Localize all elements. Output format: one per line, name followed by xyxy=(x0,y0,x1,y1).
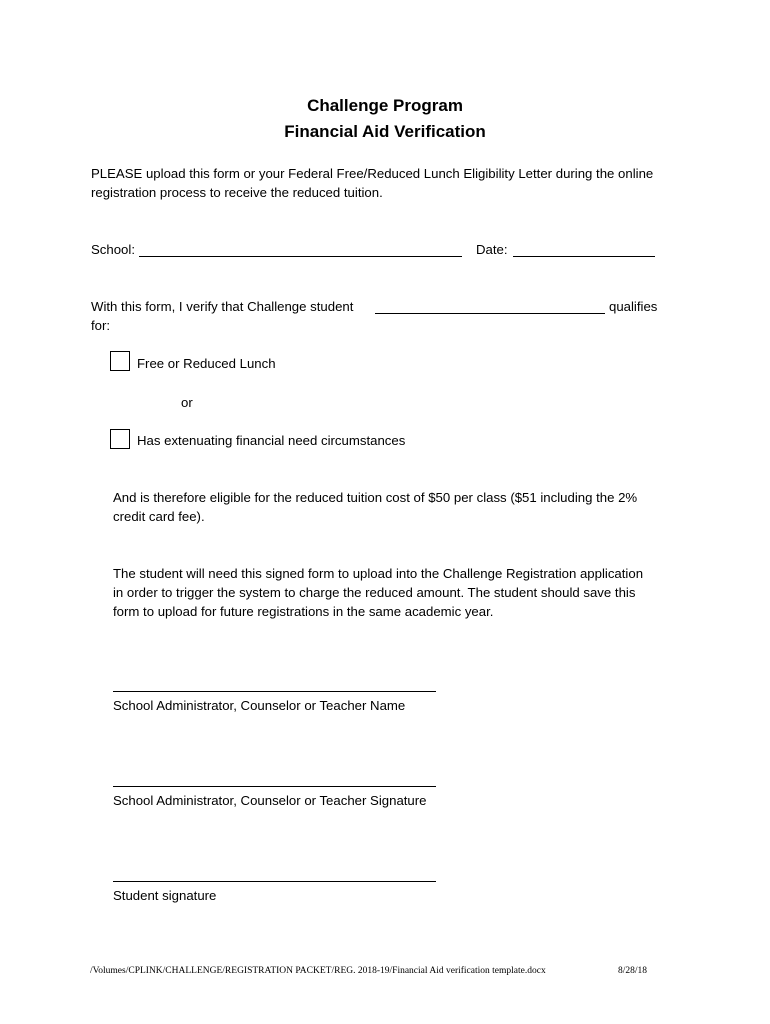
page-title: Challenge Program xyxy=(307,96,463,115)
student-name-field[interactable] xyxy=(375,313,605,314)
admin-name-label: School Administrator, Counselor or Teacher Name xyxy=(113,698,406,713)
eligibility-line-2: credit card fee). xyxy=(113,509,205,524)
page-subtitle: Financial Aid Verification xyxy=(284,122,486,141)
instructions-line-3: form to upload for future registrations in the same academic year. xyxy=(113,604,494,619)
free-lunch-checkbox[interactable] xyxy=(110,351,130,371)
verify-suffix: qualifies xyxy=(609,299,658,314)
verify-end: for: xyxy=(91,318,111,333)
school-label: School: xyxy=(91,242,135,257)
verify-text: With this form, I verify that Challenge student xyxy=(91,299,354,314)
financial-need-checkbox[interactable] xyxy=(110,429,130,449)
instructions-line-2: in order to trigger the system to charge the reduced amount. The student should save this xyxy=(113,585,636,600)
student-signature-label: Student signature xyxy=(113,888,217,903)
intro-line-1: PLEASE upload this form or your Federal Free/Reduced Lunch Eligibility Letter during the online xyxy=(91,166,654,181)
date-label: Date: xyxy=(476,242,508,257)
admin-name-line[interactable] xyxy=(113,691,436,692)
footer-path: /Volumes/CPLINK/CHALLENGE/REGISTRATION PACKET/REG. 2018-19/Financial Aid verification template.docx xyxy=(90,966,546,976)
financial-need-label: Has extenuating financial need circumstances xyxy=(137,433,406,448)
school-field[interactable] xyxy=(139,256,462,257)
or-label: or xyxy=(181,395,193,410)
free-lunch-label: Free or Reduced Lunch xyxy=(137,356,276,371)
footer-date: 8/28/18 xyxy=(618,966,648,976)
admin-signature-label: School Administrator, Counselor or Teacher Signature xyxy=(113,793,427,808)
admin-signature-line[interactable] xyxy=(113,786,436,787)
eligibility-line-1: And is therefore eligible for the reduced tuition cost of $50 per class ($51 including the 2% xyxy=(113,490,638,505)
date-field[interactable] xyxy=(513,256,655,257)
intro-line-2: registration process to receive the reduced tuition. xyxy=(91,185,383,200)
student-signature-line[interactable] xyxy=(113,881,436,882)
instructions-line-1: The student will need this signed form to upload into the Challenge Registration application xyxy=(113,566,644,581)
